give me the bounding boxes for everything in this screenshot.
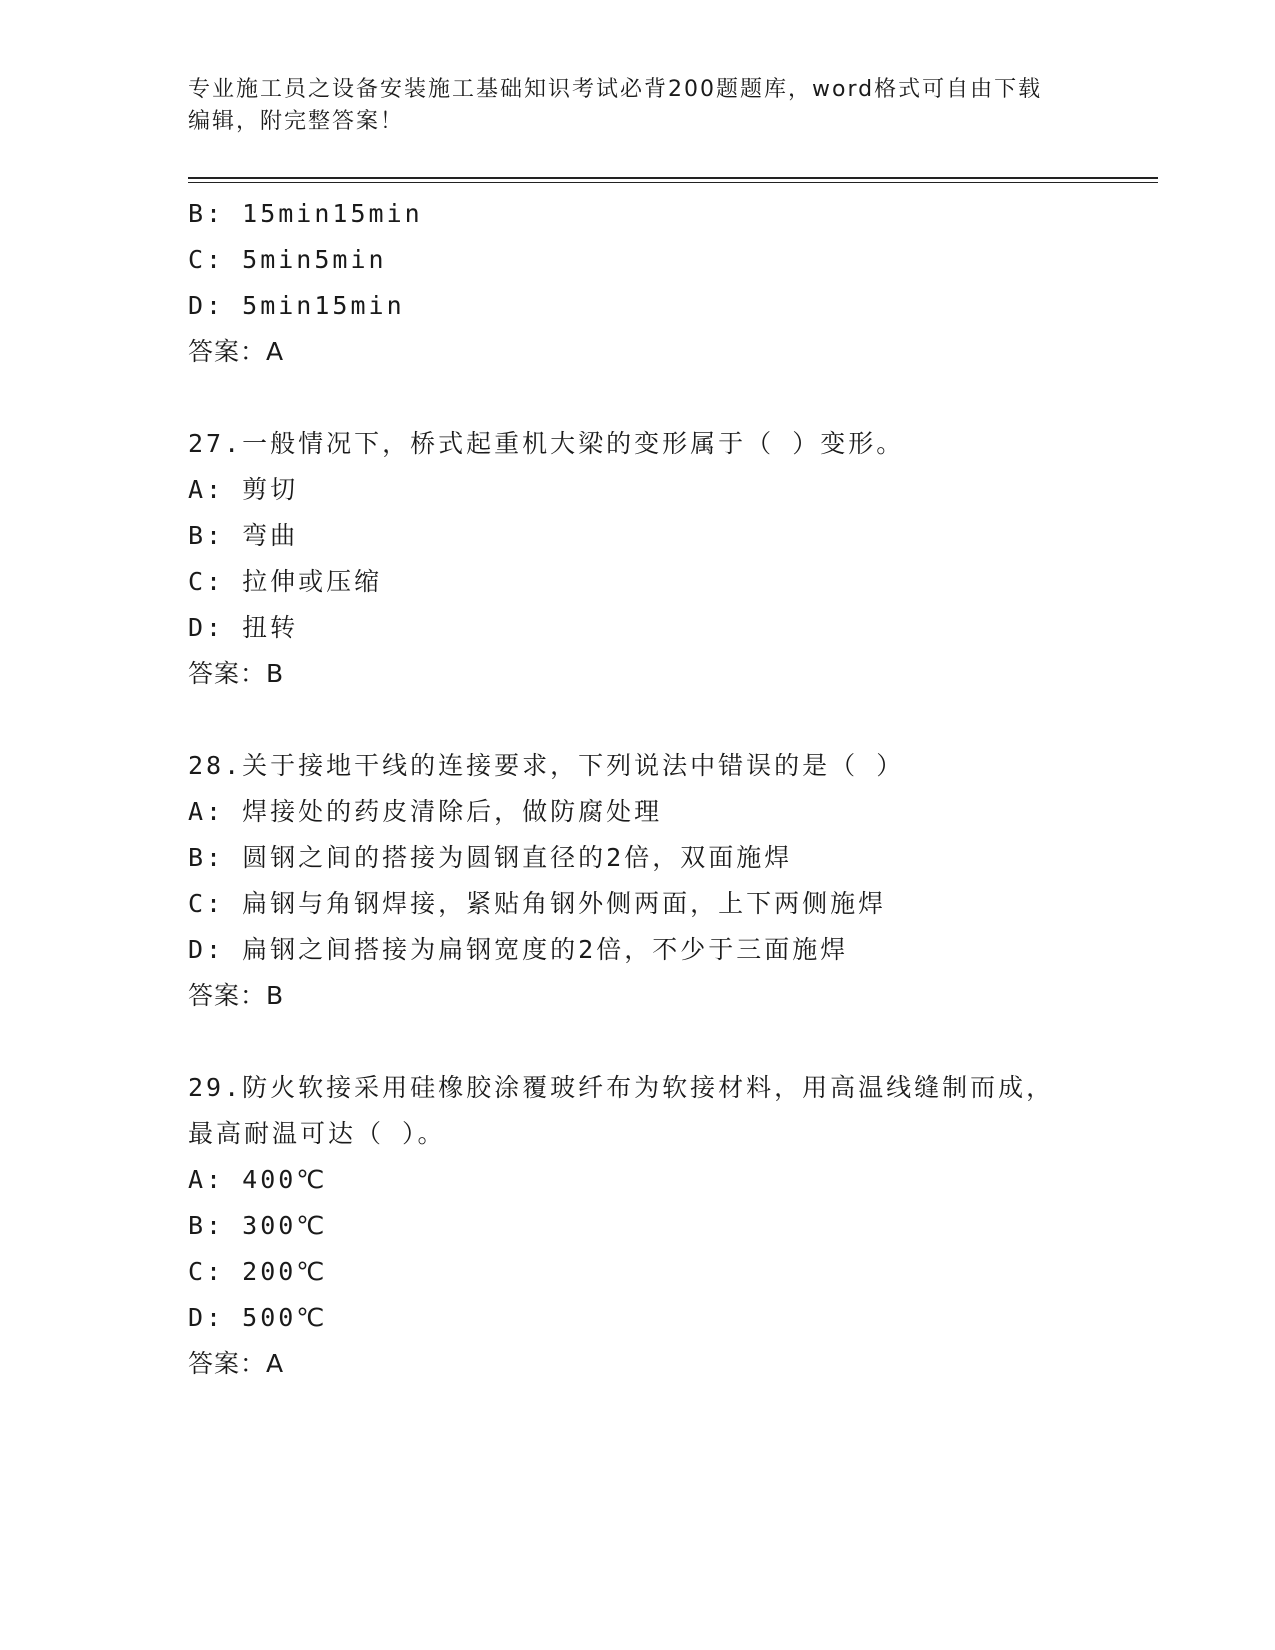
question-text: 27.一般情况下，桥式起重机大梁的变形属于（ ）变形。 xyxy=(188,429,905,458)
option-d: D: 500℃ xyxy=(188,1303,328,1332)
option-a: A: 400℃ xyxy=(188,1165,328,1194)
document-header xyxy=(188,74,1088,138)
document-body xyxy=(188,191,1148,1387)
option-d: D: 扭转 xyxy=(188,613,299,642)
option-a: A: 焊接处的药皮清除后，做防腐处理 xyxy=(188,797,663,826)
header-rule-thick xyxy=(188,177,1158,179)
question-text-line-1: 29.防火软接采用硅橡胶涂覆玻纤布为软接材料，用高温线缝制而成， xyxy=(188,1073,1055,1102)
option-c: C: 200℃ xyxy=(188,1257,328,1286)
question-text: 28.关于接地干线的连接要求，下列说法中错误的是（ ） xyxy=(188,751,905,780)
question-block-27 xyxy=(188,421,1148,697)
answer: 答案：B xyxy=(188,981,285,1010)
question-block-26 xyxy=(188,191,1148,375)
header-rule-thin xyxy=(188,182,1158,183)
option-d: D: 扁钢之间搭接为扁钢宽度的2倍，不少于三面施焊 xyxy=(188,935,849,964)
header-line-2: 编辑，附完整答案！ xyxy=(188,109,405,134)
option-b: B: 弯曲 xyxy=(188,521,299,550)
answer: 答案：A xyxy=(188,337,285,366)
option-b: B: 15min15min xyxy=(188,199,423,228)
question-block-28 xyxy=(188,743,1148,1019)
option-a: A: 剪切 xyxy=(188,475,299,504)
option-c: C: 拉伸或压缩 xyxy=(188,567,383,596)
header-line-1: 专业施工员之设备安装施工基础知识考试必背200题题库，word格式可自由下载 xyxy=(188,77,1043,102)
answer: 答案：A xyxy=(188,1349,285,1378)
option-c: C: 5min5min xyxy=(188,245,387,274)
question-block-29 xyxy=(188,1065,1148,1387)
option-b: B: 圆钢之间的搭接为圆钢直径的2倍，双面施焊 xyxy=(188,843,793,872)
option-d: D: 5min15min xyxy=(188,291,405,320)
answer: 答案：B xyxy=(188,659,285,688)
question-text-line-2: 最高耐温可达（ ）。 xyxy=(188,1119,446,1148)
option-c: C: 扁钢与角钢焊接，紧贴角钢外侧两面，上下两侧施焊 xyxy=(188,889,887,918)
option-b: B: 300℃ xyxy=(188,1211,328,1240)
